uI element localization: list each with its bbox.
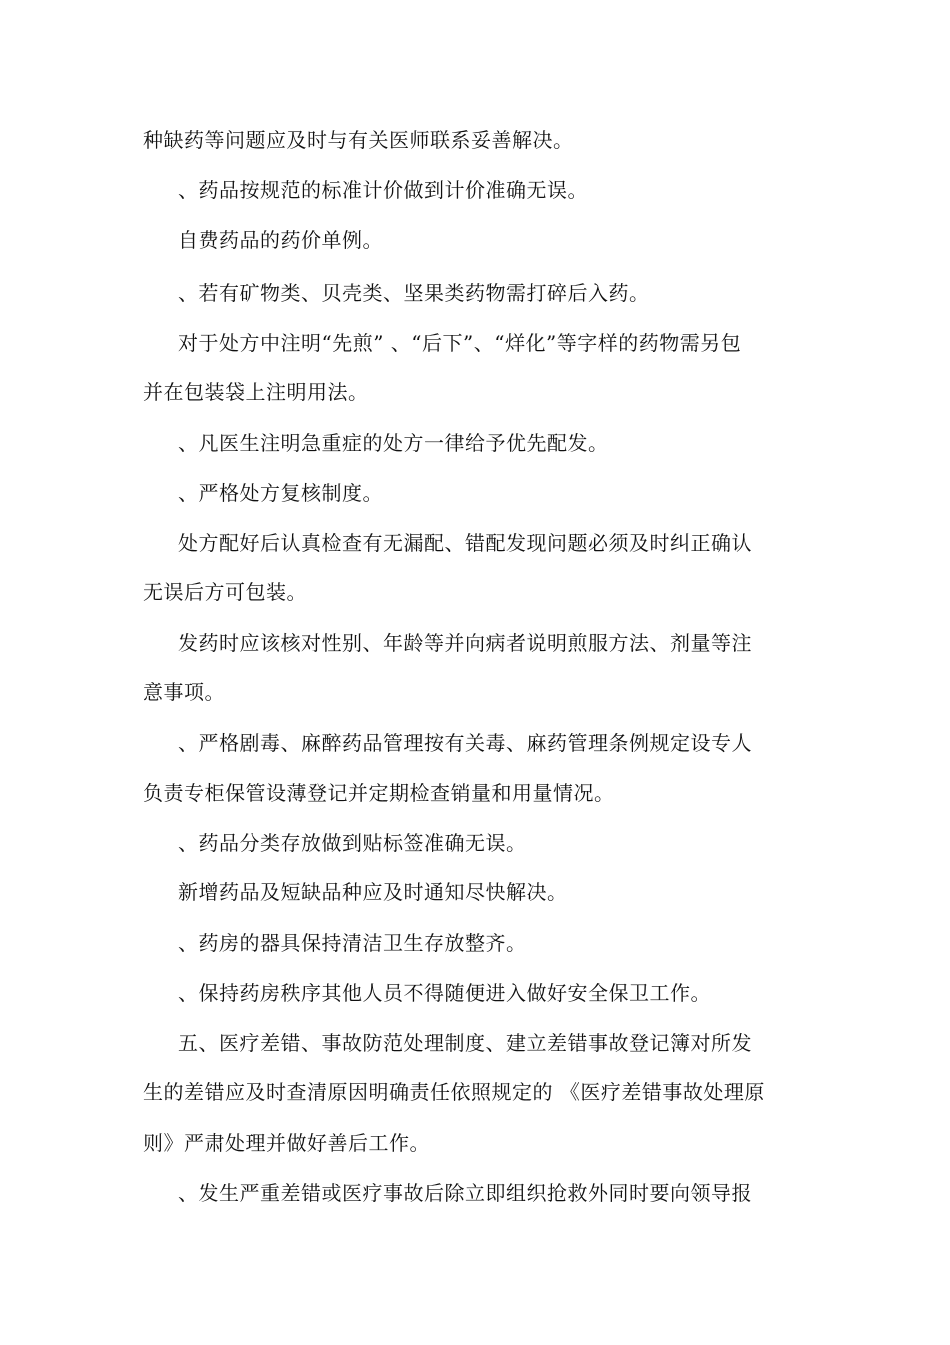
text-line: 新增药品及短缺品种应及时通知尽快解决。 — [178, 880, 568, 904]
text-line: 负责专柜保管设薄登记并定期检查销量和用量情况。 — [143, 781, 615, 805]
text-line: 无误后方可包装。 — [143, 580, 307, 604]
text-line: 、药品按规范的标准计价做到计价准确无误。 — [178, 178, 588, 202]
text-line: 、凡医生注明急重症的处方一律给予优先配发。 — [178, 431, 609, 455]
text-line: 五、医疗差错、事故防范处理制度、建立差错事故登记簿对所发 — [178, 1031, 752, 1055]
text-line: 、发生严重差错或医疗事故后除立即组织抢救外同时要向领导报 — [178, 1181, 752, 1205]
text-line: 种缺药等问题应及时与有关医师联系妥善解决。 — [143, 128, 574, 152]
text-line: 、严格处方复核制度。 — [178, 481, 383, 505]
text-line: 意事项。 — [143, 680, 225, 704]
text-line: 发药时应该核对性别、年龄等并向病者说明煎服方法、剂量等注 — [178, 631, 752, 655]
text-line: 、若有矿物类、贝壳类、坚果类药物需打碎后入药。 — [178, 281, 650, 305]
text-line: 则》严肃处理并做好善后工作。 — [143, 1131, 430, 1155]
text-line: 自费药品的药价单例。 — [178, 228, 383, 252]
text-line: 、药品分类存放做到贴标签准确无误。 — [178, 831, 527, 855]
text-line: 、药房的器具保持清洁卫生存放整齐。 — [178, 931, 527, 955]
text-line: 对于处方中注明“先煎” 、“后下”、“烊化”等字样的药物需另包 — [178, 331, 742, 355]
text-line: 、保持药房秩序其他人员不得随便进入做好安全保卫工作。 — [178, 981, 711, 1005]
text-line: 并在包装袋上注明用法。 — [143, 380, 369, 404]
text-line: 处方配好后认真检查有无漏配、错配发现问题必须及时纠正确认 — [178, 531, 752, 555]
text-line: 生的差错应及时查清原因明确责任依照规定的 《医疗差错事故处理原 — [143, 1080, 765, 1104]
text-line: 、严格剧毒、麻醉药品管理按有关毒、麻药管理条例规定设专人 — [178, 731, 752, 755]
